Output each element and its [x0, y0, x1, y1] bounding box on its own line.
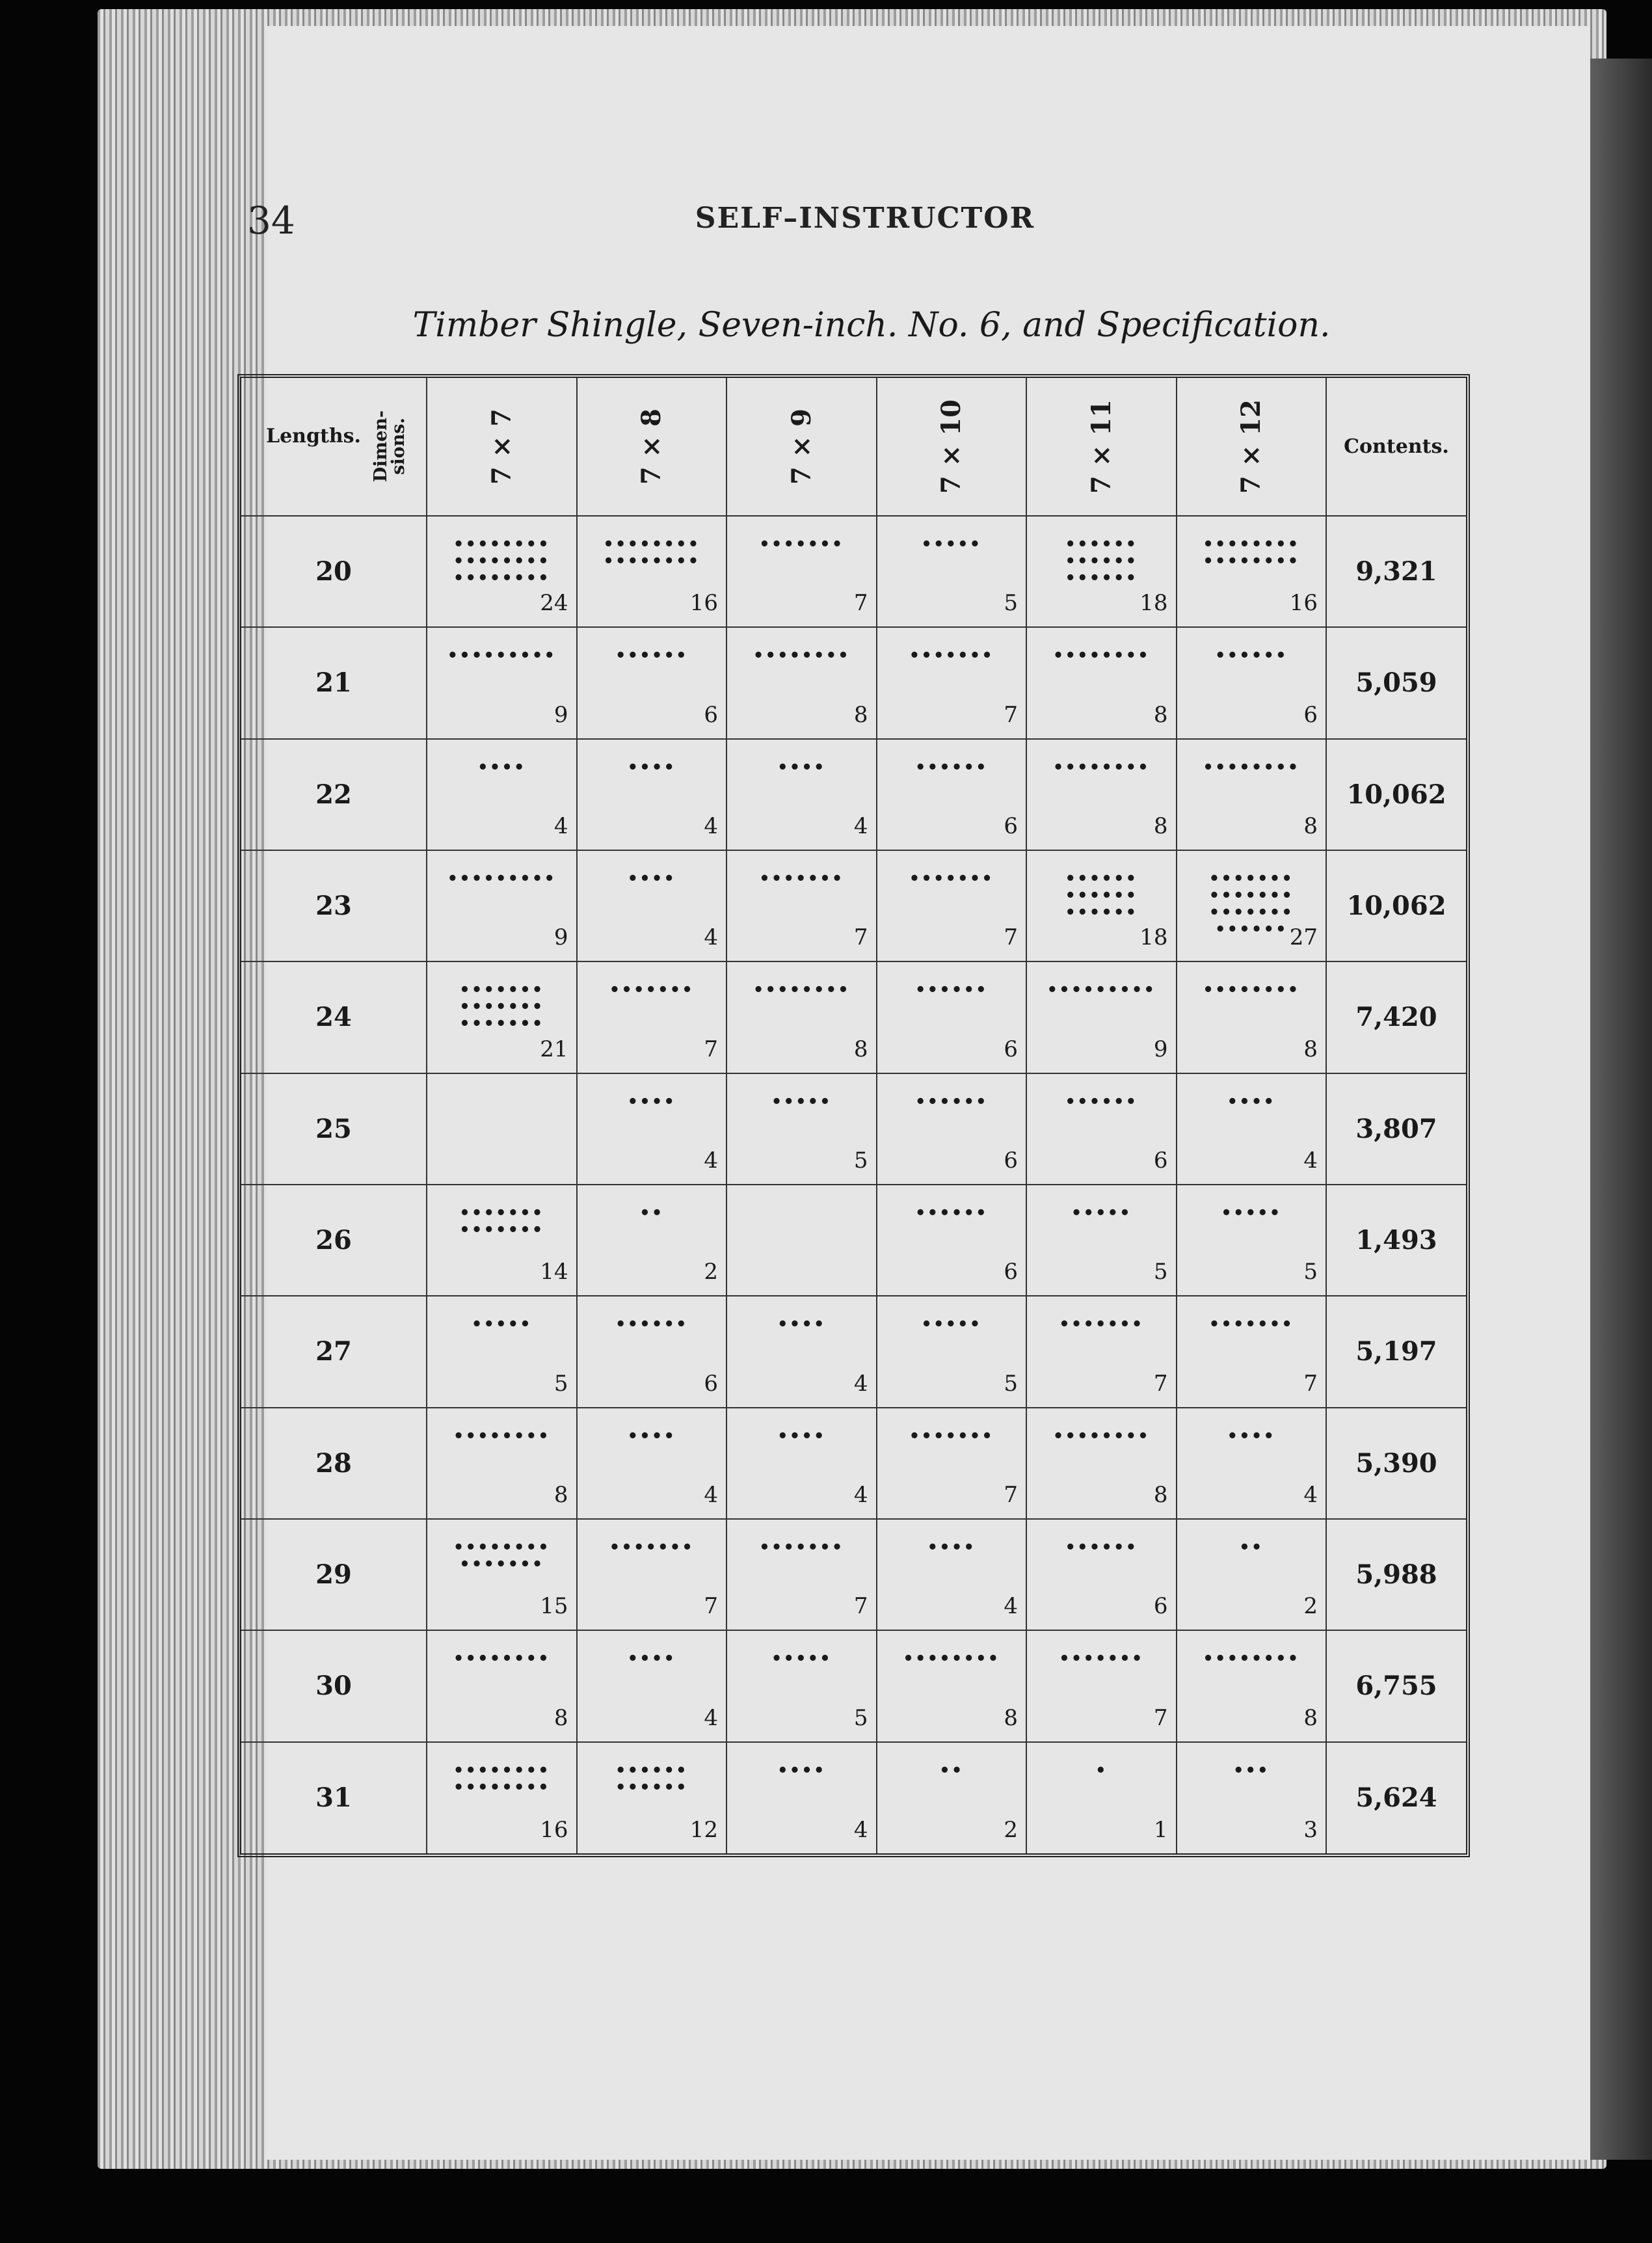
count-value: 8 — [1303, 1704, 1318, 1731]
count-cell — [1026, 1073, 1177, 1185]
tally-dots: ••••••• — [609, 1537, 694, 1557]
count-value: 9 — [1153, 1036, 1168, 1062]
tally-dots: •••• — [627, 757, 676, 777]
header-lengths: Lengths. — [266, 425, 361, 448]
tally-dots: •••• — [927, 1537, 976, 1557]
count-cell — [427, 1742, 577, 1853]
contents-cell: 5,059 — [1326, 627, 1466, 738]
contents-cell: 9,321 — [1326, 516, 1466, 627]
count-cell — [877, 739, 1027, 850]
count-cell — [427, 516, 577, 627]
count-cell — [1177, 1296, 1327, 1407]
tally-dots: •••••• — [1065, 1092, 1138, 1112]
count-value: 5 — [1153, 1259, 1168, 1285]
count-cell — [1026, 1296, 1177, 1407]
tally-dots: ••••••• — [909, 646, 994, 666]
count-cell — [1026, 516, 1177, 627]
header-size: 7 × 8 — [577, 378, 727, 516]
length-cell: 20 — [241, 516, 427, 627]
tally-dots: ••••••• — [609, 980, 694, 1001]
count-value: 16 — [689, 590, 718, 617]
contents-cell: 6,755 — [1326, 1630, 1466, 1741]
count-cell — [577, 1296, 727, 1407]
length-cell: 26 — [241, 1185, 427, 1296]
count-value: 18 — [1139, 924, 1168, 951]
count-value: 2 — [1004, 1817, 1018, 1843]
tally-dots: ••••• — [921, 1315, 982, 1335]
running-head: SELF–INSTRUCTOR — [695, 202, 1035, 235]
count-cell — [1026, 961, 1177, 1073]
tally-dots: ••• — [1232, 1760, 1270, 1780]
count-cell — [1177, 961, 1327, 1073]
count-cell — [577, 1073, 727, 1185]
count-value: 8 — [553, 1704, 568, 1731]
contents-cell: 10,062 — [1326, 739, 1466, 850]
count-value: 8 — [1153, 1481, 1168, 1508]
tally-dots: •••••••• — [1052, 757, 1150, 777]
tally-dots: ••••••• ••••••• ••••••• •••••• — [1208, 868, 1294, 939]
count-value: 5 — [1303, 1259, 1318, 1285]
count-value: 5 — [853, 1147, 868, 1174]
count-value: 16 — [1289, 590, 1318, 617]
count-cell — [427, 1408, 577, 1519]
tally-dots: ••••••• — [759, 868, 844, 889]
tally-dots: ••••••••• — [447, 646, 557, 666]
count-cell — [1026, 739, 1177, 850]
table-row — [241, 516, 1466, 627]
count-value: 4 — [853, 813, 868, 839]
tally-dots: •••••• •••••• •••••• — [1065, 868, 1138, 922]
tally-dots: •• — [939, 1760, 964, 1780]
count-cell — [1177, 1519, 1327, 1630]
count-value: 15 — [540, 1593, 568, 1620]
tally-dots: ••••••• — [909, 868, 994, 889]
tally-dots: •••• — [777, 1315, 826, 1335]
contents-cell: 7,420 — [1326, 961, 1466, 1073]
tally-dots: ••••••• — [909, 1426, 994, 1446]
tally-dots: ••••••• — [1059, 1315, 1144, 1335]
tally-dots: •••••• — [914, 757, 988, 777]
count-cell — [726, 1185, 877, 1296]
count-value: 5 — [853, 1704, 868, 1731]
tally-dots: •••••••• — [903, 1649, 1000, 1669]
count-value: 6 — [1153, 1147, 1168, 1174]
header-size: 7 × 12 — [1177, 378, 1327, 516]
tally-dots: •••••••• — [753, 646, 850, 666]
count-value: 4 — [1303, 1481, 1318, 1508]
length-cell: 30 — [241, 1630, 427, 1741]
count-value: 8 — [1153, 701, 1168, 728]
count-cell — [1026, 1742, 1177, 1853]
count-cell — [877, 1630, 1027, 1741]
count-value: 2 — [704, 1259, 718, 1285]
tally-dots: ••••• — [1221, 1203, 1282, 1223]
header-size: 7 × 10 — [877, 378, 1027, 516]
shingle-table — [237, 374, 1470, 1857]
header-lengths-dimensions — [241, 378, 427, 516]
tally-dots: •••••••• •••••••• — [453, 1760, 550, 1797]
header-size: 7 × 9 — [726, 378, 877, 516]
count-value: 4 — [704, 924, 718, 951]
header-size: 7 × 11 — [1026, 378, 1177, 516]
tally-dots: ••••• — [771, 1649, 832, 1669]
length-cell: 21 — [241, 627, 427, 738]
count-cell — [726, 1073, 877, 1185]
count-cell — [1177, 739, 1327, 850]
count-value: 5 — [1004, 590, 1018, 617]
tally-dots: •••• — [777, 1426, 826, 1446]
tally-dots: •••••• •••••• — [615, 1760, 688, 1797]
count-value: 8 — [1303, 1036, 1318, 1062]
tally-dots: •••••• — [914, 1203, 988, 1223]
count-value: 9 — [553, 701, 568, 728]
count-value: 8 — [853, 701, 868, 728]
count-cell — [726, 1408, 877, 1519]
count-cell — [877, 1073, 1027, 1185]
count-value: 6 — [1004, 1147, 1018, 1174]
contents-cell: 5,390 — [1326, 1408, 1466, 1519]
tally-dots: •• — [639, 1203, 664, 1223]
count-cell — [877, 1185, 1027, 1296]
count-value: 4 — [853, 1481, 868, 1508]
count-value: 5 — [553, 1370, 568, 1397]
count-value: 7 — [704, 1593, 718, 1620]
count-cell — [577, 850, 727, 961]
tally-dots: ••••••• ••••••• — [459, 1203, 544, 1240]
count-cell — [1026, 1519, 1177, 1630]
tally-dots: ••••••• — [1059, 1649, 1144, 1669]
count-cell — [577, 1742, 727, 1853]
count-value: 5 — [1004, 1370, 1018, 1397]
count-value: 4 — [704, 1481, 718, 1508]
contents-cell: 3,807 — [1326, 1073, 1466, 1185]
count-value: 4 — [853, 1817, 868, 1843]
tally-dots: ••••• — [771, 1092, 832, 1112]
count-cell — [1177, 627, 1327, 738]
tally-dots: •••••••• — [453, 1426, 550, 1446]
count-value: 7 — [853, 590, 868, 617]
count-value: 6 — [704, 701, 718, 728]
tally-dots: ••••••• — [759, 535, 844, 554]
count-value: 12 — [689, 1817, 718, 1843]
tally-dots: •••••••• •••••••• — [603, 535, 700, 571]
tally-dots: ••••• — [921, 535, 982, 554]
count-cell — [1026, 1408, 1177, 1519]
contents-cell: 5,197 — [1326, 1296, 1466, 1407]
count-value: 7 — [1004, 1481, 1018, 1508]
length-cell: 22 — [241, 739, 427, 850]
tally-dots: •••••••• — [1203, 757, 1300, 777]
count-cell — [877, 627, 1027, 738]
count-value: 6 — [1004, 813, 1018, 839]
count-cell — [427, 1073, 577, 1185]
count-value: 6 — [1004, 1259, 1018, 1285]
count-cell — [726, 627, 877, 738]
count-value: 7 — [853, 924, 868, 951]
count-cell — [1026, 1630, 1177, 1741]
table-header-row — [241, 378, 1466, 516]
length-cell: 25 — [241, 1073, 427, 1185]
count-value: 3 — [1303, 1817, 1318, 1843]
tally-dots: ••••••••• — [447, 868, 557, 889]
count-value: 16 — [540, 1817, 568, 1843]
contents-cell: 10,062 — [1326, 850, 1466, 961]
tally-dots: ••••••• ••••••• ••••••• — [459, 980, 544, 1034]
count-cell — [877, 1742, 1027, 1853]
table-row — [241, 850, 1466, 961]
count-value: 7 — [1153, 1370, 1168, 1397]
count-value: 8 — [553, 1481, 568, 1508]
tally-dots: ••••••• — [759, 1537, 844, 1557]
table-row — [241, 1742, 1466, 1853]
tally-dots: •••••• — [615, 1315, 688, 1335]
tally-dots: •••• — [627, 1092, 676, 1112]
count-cell — [877, 1519, 1027, 1630]
count-cell — [877, 516, 1027, 627]
count-value: 7 — [1303, 1370, 1318, 1397]
count-value: 7 — [1004, 924, 1018, 951]
length-cell: 23 — [241, 850, 427, 961]
count-value: 6 — [1004, 1036, 1018, 1062]
tally-dots: •••••••• — [753, 980, 850, 1001]
count-cell — [427, 627, 577, 738]
count-cell — [1177, 850, 1327, 961]
count-cell — [726, 516, 877, 627]
count-cell — [1026, 1185, 1177, 1296]
count-cell — [427, 739, 577, 850]
count-cell — [577, 1185, 727, 1296]
tally-dots: ••••• — [471, 1315, 532, 1335]
tally-dots: •••• — [477, 757, 526, 777]
count-cell — [427, 1630, 577, 1741]
tally-dots: •••• — [777, 757, 826, 777]
count-value: 8 — [1004, 1704, 1018, 1731]
count-cell — [1177, 1408, 1327, 1519]
tally-dots: •••••••• — [1052, 1426, 1150, 1446]
tally-dots: •••• — [1227, 1092, 1275, 1112]
table-caption: Timber Shingle, Seven-inch. No. 6, and Specification. — [412, 306, 1331, 345]
count-value: 7 — [1153, 1704, 1168, 1731]
count-value: 8 — [1303, 813, 1318, 839]
count-cell — [577, 739, 727, 850]
count-cell — [726, 1296, 877, 1407]
count-cell — [1177, 1630, 1327, 1741]
count-value: 27 — [1289, 924, 1318, 951]
count-value: 4 — [704, 813, 718, 839]
count-cell — [427, 1185, 577, 1296]
count-value: 4 — [704, 1704, 718, 1731]
count-cell — [1026, 627, 1177, 738]
table-row — [241, 1185, 1466, 1296]
table-row — [241, 961, 1466, 1073]
header-contents: Contents. — [1344, 435, 1449, 458]
tally-dots: ••••• — [1071, 1203, 1132, 1223]
count-value: 7 — [853, 1593, 868, 1620]
count-cell — [726, 739, 877, 850]
count-value: 6 — [704, 1370, 718, 1397]
table-body — [241, 516, 1466, 1853]
length-cell: 31 — [241, 1742, 427, 1853]
count-cell — [877, 1296, 1027, 1407]
tally-dots: •••••••• — [1203, 980, 1300, 1001]
count-value: 2 — [1303, 1593, 1318, 1620]
count-value: 1 — [1153, 1817, 1168, 1843]
contents-cell: 5,624 — [1326, 1742, 1466, 1853]
count-value: 7 — [1004, 701, 1018, 728]
tally-dots: •••••••• — [1203, 1649, 1300, 1669]
count-cell — [577, 516, 727, 627]
tally-dots: •••• — [627, 868, 676, 889]
count-value: 4 — [704, 1147, 718, 1174]
count-cell — [726, 850, 877, 961]
count-cell — [877, 961, 1027, 1073]
tally-dots: •••••• — [914, 1092, 988, 1112]
header-dimensions: Dimen- sions. — [371, 410, 408, 483]
count-value: 6 — [1153, 1593, 1168, 1620]
table-row — [241, 1296, 1466, 1407]
count-cell — [427, 850, 577, 961]
tally-dots: ••••••••• — [1046, 980, 1156, 1001]
count-value: 18 — [1139, 590, 1168, 617]
count-value: 4 — [853, 1370, 868, 1397]
table-row — [241, 1630, 1466, 1741]
count-value: 21 — [540, 1036, 568, 1062]
count-value: 9 — [553, 924, 568, 951]
contents-cell: 5,988 — [1326, 1519, 1466, 1630]
count-cell — [577, 961, 727, 1073]
tally-dots: •••••• — [1214, 646, 1288, 666]
count-value: 14 — [540, 1259, 568, 1285]
length-cell: 28 — [241, 1408, 427, 1519]
tally-dots: •••••••• ••••••• — [453, 1537, 550, 1574]
tally-dots: •••••••• — [1052, 646, 1150, 666]
contents-cell: 1,493 — [1326, 1185, 1466, 1296]
page-number: 34 — [247, 198, 295, 243]
count-cell — [1177, 1185, 1327, 1296]
count-cell — [1177, 1073, 1327, 1185]
count-cell — [577, 1630, 727, 1741]
tally-dots: •••••••• •••••••• — [1203, 535, 1300, 571]
tally-dots: •••• — [1227, 1426, 1275, 1446]
tally-dots: •••• — [777, 1760, 826, 1780]
length-cell: 29 — [241, 1519, 427, 1630]
count-value: 8 — [853, 1036, 868, 1062]
count-cell — [726, 961, 877, 1073]
count-cell — [726, 1519, 877, 1630]
count-value: 6 — [1303, 701, 1318, 728]
length-cell: 24 — [241, 961, 427, 1073]
count-cell — [427, 1296, 577, 1407]
count-cell — [577, 1519, 727, 1630]
tally-dots: •••• — [627, 1426, 676, 1446]
tally-dots: •••• — [627, 1649, 676, 1669]
count-cell — [1177, 1742, 1327, 1853]
tally-dots: •••••• — [1065, 1537, 1138, 1557]
tally-dots: •••••• — [914, 980, 988, 1001]
table-row — [241, 1408, 1466, 1519]
count-value: 24 — [540, 590, 568, 617]
count-value: 7 — [704, 1036, 718, 1062]
count-value: 4 — [553, 813, 568, 839]
count-value: 8 — [1153, 813, 1168, 839]
count-cell — [427, 1519, 577, 1630]
table-row — [241, 627, 1466, 738]
count-value: 4 — [1303, 1147, 1318, 1174]
facing-page-shadow — [1590, 59, 1652, 2160]
tally-dots: ••••••• — [1208, 1315, 1294, 1335]
tally-dots: •• — [1239, 1537, 1264, 1557]
count-cell — [726, 1742, 877, 1853]
count-value: 4 — [1004, 1593, 1018, 1620]
count-cell — [726, 1630, 877, 1741]
count-cell — [427, 961, 577, 1073]
count-cell — [877, 1408, 1027, 1519]
table-row — [241, 1519, 1466, 1630]
tally-dots: •••••• — [615, 646, 688, 666]
count-cell — [877, 850, 1027, 961]
count-cell — [577, 627, 727, 738]
tally-dots: • — [1095, 1760, 1108, 1780]
length-cell: 27 — [241, 1296, 427, 1407]
tally-dots: •••••• •••••• •••••• — [1065, 535, 1138, 588]
header-size: 7 × 7 — [427, 378, 577, 516]
tally-dots: •••••••• — [453, 1649, 550, 1669]
count-cell — [1177, 516, 1327, 627]
tally-dots: •••••••• •••••••• •••••••• — [453, 535, 550, 588]
table-row — [241, 739, 1466, 850]
count-cell — [577, 1408, 727, 1519]
table-row — [241, 1073, 1466, 1185]
count-cell — [1026, 850, 1177, 961]
